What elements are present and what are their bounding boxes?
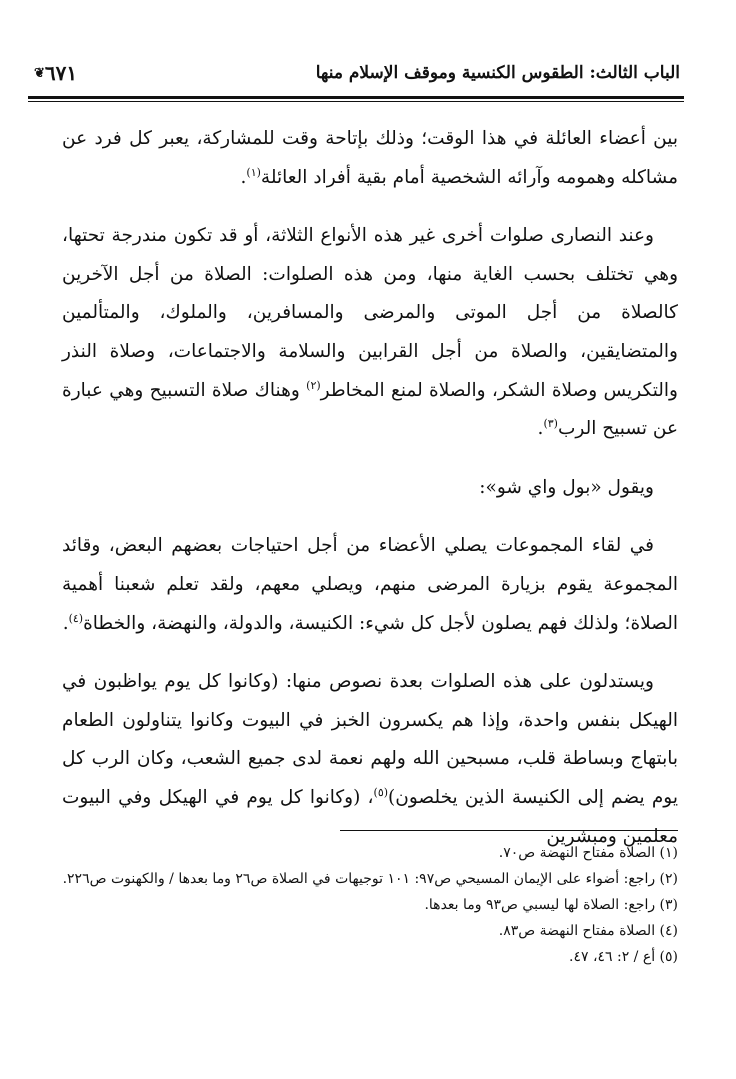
footnote-separator	[340, 830, 678, 831]
footnote-ref: (٤)	[68, 611, 84, 625]
paragraph-4-quote: في لقاء المجموعات يصلي الأعضاء من أجل احتياجات بعضهم البعض، وقائد المجموعة يقوم بزيارة المرضى منهم، ويصلي معهم، ولقد تعلم شعبنا أهمية الصلاة؛ ولذلك فهم يصلون لأجل كل شيء: الكنيسة، والدولة، والنهضة، والخطاة$^{(٤)}$.	[62, 535, 678, 634]
footnote-ref: (٢)	[306, 378, 321, 392]
paragraph-3: ويقول «بول واي شو»:	[479, 476, 654, 498]
footnote-4: (٤) الصلاة مفتاح النهضة ص٨٣.	[498, 923, 678, 939]
page-header	[32, 56, 680, 90]
footnote-ref: (٣)	[543, 417, 558, 430]
page-number	[32, 61, 77, 85]
header-rule	[28, 96, 684, 99]
paragraph-5: ويستدلون على هذه الصلوات بعدة نصوص منها: (وكانوا كل يوم يواظبون في الهيكل بنفس واحدة، وإذا هم يكسرون الخبز في البيوت وكانوا يتناولون الطعام بابتهاج وبساطة قلب، مسبحين الله ولهم نعمة لدى جميع الشعب، وكان الرب كل يوم يضم إلى الكنيسة الذين يخلصون)$^{(٥)}$، (وكانوا كل يوم في الهيكل وفي البيوت معلمين ومبشرين	[62, 671, 678, 847]
footnote-3: (٣) راجع: الصلاة لها ليسبي ص٩٣ وما بعدها.	[424, 897, 678, 913]
running-title: الباب الثالث: الطقوس الكنسية وموقف الإسلام منها	[315, 63, 680, 83]
footnote-ref: (١)	[246, 165, 261, 179]
page-number-value: ٦٧١	[44, 61, 78, 85]
header-rule-thin	[28, 101, 684, 102]
footnote-5: (٥) أع / ٢: ٤٦، ٤٧.	[569, 949, 678, 965]
main-text	[62, 120, 678, 876]
footnote-ref: (٥)	[373, 785, 389, 799]
paragraph-1: بين أعضاء العائلة في هذا الوقت؛ وذلك بإتاحة وقت للمشاركة، يعبر كل فرد عن مشاكله وهمومه وآرائه الشخصية أمام بقية أفراد العائلة$^{(١)}$.	[62, 128, 678, 188]
paragraph-2: وعند النصارى صلوات أخرى غير هذه الأنواع الثلاثة، أو قد تكون مندرجة تحتها، وهي تختلف بحسب الغاية منها، ومن هذه الصلوات: الصلاة من أجل الآخرين كالصلاة من أجل الموتى والمرضى والمسافرين، والملوك، والمتألمين والمتضايقين، والصلاة من أجل القرابين والسلامة والاجتماعات، وصلاة النذر والتكريس وصلاة الشكر، والصلاة لمنع المخاطر$^{(٢)}$ وهناك صلاة التسبيح وهي عبارة عن تسبيح الرب$^{(٣)}$.	[62, 225, 678, 440]
footnote-1: (١) الصلاة مفتاح النهضة ص٧٠.	[498, 845, 678, 861]
footnote-2: (٢) راجع: أضواء على الإيمان المسيحي ص٩٧: ١٠١ توجيهات في الصلاة ص٢٦ وما بعدها / والكهنوت ص٢٢٦.	[62, 871, 678, 887]
ornament-icon: ❦	[34, 65, 45, 81]
footnotes	[62, 840, 678, 970]
